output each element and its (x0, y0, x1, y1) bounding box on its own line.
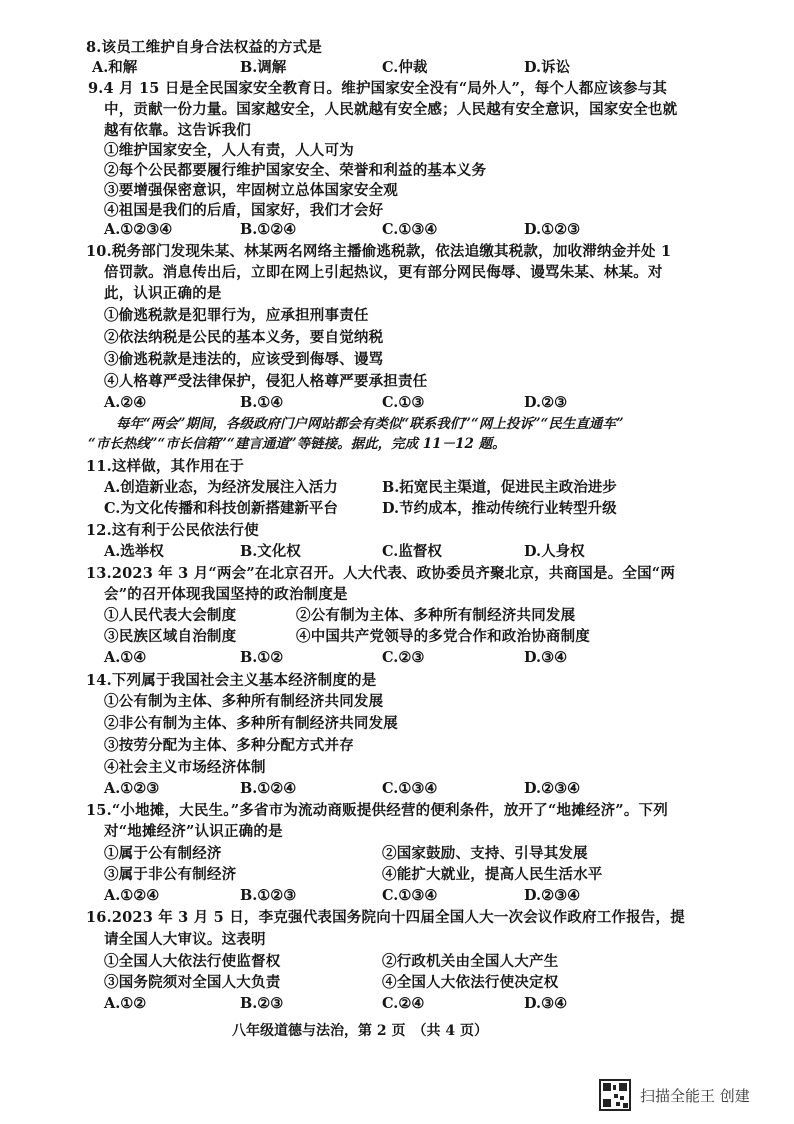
q11-option-d: D.节约成本，推动传统行业转型升级 (382, 500, 617, 517)
q14-statement-4: ④社会主义市场经济体制 (104, 759, 266, 776)
q16-statement-3: ③国务院须对全国人大负责 (104, 974, 281, 991)
q12-option-a: A.选举权 (104, 543, 164, 560)
q9-option-a: A.①②③④ (104, 221, 173, 238)
q9-statement-3: ③要增强保密意识，牢固树立总体国家安全观 (104, 182, 398, 199)
q16-option-b: B.②③ (240, 995, 284, 1012)
q11-option-a: A.创造新业态，为经济发展注入活力 (104, 479, 338, 496)
q9-stem-line1: 9.4 月 15 日是全民国家安全教育日。维护国家安全没有“局外人”，每个人都应该参与其 (88, 80, 668, 97)
page-footer: 八年级道德与法治，第 2 页 （共 4 页） (232, 1023, 488, 1039)
q11-stem: 11.这样做，其作用在于 (86, 458, 245, 475)
q15-option-c: C.①③④ (382, 887, 438, 904)
q12-option-d: D.人身权 (524, 543, 585, 560)
q15-statement-4: ④能扩大就业，提高人民生活水平 (382, 866, 603, 883)
q14-stem: 14.下列属于我国社会主义基本经济制度的是 (86, 672, 377, 689)
q15-option-b: B.①②③ (240, 887, 297, 904)
q10-stem-line1: 10.税务部门发现朱某、林某两名网络主播偷逃税款，依法追缴其税款，加收滞纳金并处 1 (86, 243, 672, 260)
q9-option-c: C.①③④ (382, 221, 438, 238)
q8-option-a: A.和解 (92, 59, 138, 76)
q13-stem-line1: 13.2023 年 3 月“两会”在北京召开。人大代表、政协委员齐聚北京，共商国是。全国“两 (86, 565, 676, 582)
scanner-watermark: 扫描全能王 创建 (640, 1087, 750, 1105)
q10-statement-4: ④人格尊严受法律保护，侵犯人格尊严要承担责任 (104, 373, 428, 390)
q12-stem: 12.这有利于公民依法行使 (86, 522, 259, 539)
q12-option-c: C.监督权 (382, 543, 442, 560)
q9-statement-2: ②每个公民都要履行维护国家安全、荣誉和利益的基本义务 (104, 162, 487, 179)
q8-option-c: C.仲裁 (382, 59, 428, 76)
q13-statement-4: ④中国共产党领导的多党合作和政治协商制度 (296, 628, 590, 645)
q13-statement-1: ①人民代表大会制度 (104, 607, 237, 624)
q9-statement-1: ①维护国家安全，人人有责，人人可为 (104, 142, 354, 159)
q12-option-b: B.文化权 (240, 543, 301, 560)
q14-statement-1: ①公有制为主体、多种所有制经济共同发展 (104, 693, 384, 710)
q14-statement-2: ②非公有制为主体、多种所有制经济共同发展 (104, 715, 398, 732)
q14-option-b: B.①②④ (240, 780, 297, 797)
q8-option-d: D.诉讼 (524, 59, 571, 76)
q16-statement-1: ①全国人大依法行使监督权 (104, 953, 281, 970)
q10-option-c: C.①③ (382, 394, 425, 411)
q9-stem-line3: 越有依靠。这告诉我们 (104, 122, 251, 139)
q13-option-b: B.①② (240, 649, 284, 666)
q16-statement-2: ②行政机关由全国人大产生 (382, 953, 559, 970)
q11-option-c: C.为文化传播和科技创新搭建新平台 (104, 500, 338, 517)
q16-option-d: D.③④ (524, 995, 568, 1012)
q10-option-d: D.②③ (524, 394, 568, 411)
q11-option-b: B.拓宽民主渠道，促进民主政治进步 (382, 479, 617, 496)
q15-stem-line1: 15.“小地摊，大民生。”多省市为流动商贩提供经营的便利条件，放开了“地摊经济”。下列 (86, 802, 668, 819)
q14-option-a: A.①②③ (104, 780, 160, 797)
q14-option-d: D.②③④ (524, 780, 581, 797)
q13-option-d: D.③④ (524, 649, 568, 666)
q14-option-c: C.①③④ (382, 780, 438, 797)
q10-statement-3: ③偷逃税款是违法的，应该受到侮辱、谩骂 (104, 351, 384, 368)
q16-statement-4: ④全国人大依法行使决定权 (382, 974, 559, 991)
intro-line1: 每年“两会”期间，各级政府门户网站都会有类似“联系我们”“网上投诉”“民生直通车” (116, 416, 624, 432)
q15-option-d: D.②③④ (524, 887, 581, 904)
q13-stem-line2: 会”的召开体现我国坚持的政治制度是 (104, 586, 348, 603)
q16-stem-line1: 16.2023 年 3 月 5 日，李克强代表国务院向十四届全国人大一次会议作政府工作报告，提 (86, 909, 685, 926)
q10-option-b: B.①④ (240, 394, 284, 411)
q10-stem-line3: 此，认识正确的是 (104, 285, 222, 302)
q15-statement-3: ③属于非公有制经济 (104, 866, 237, 883)
q9-stem-line2: 中，贡献一份力量。国家越安全，人民就越有安全感；人民越有安全意识，国家安全也就 (104, 101, 678, 118)
q16-stem-line2: 请全国人大审议。这表明 (104, 931, 266, 948)
q10-option-a: A.②④ (104, 394, 147, 411)
q13-statement-3: ③民族区域自治制度 (104, 628, 237, 645)
qr-code-icon (599, 1079, 631, 1111)
q14-statement-3: ③按劳分配为主体、多种分配方式并存 (104, 737, 354, 754)
q13-statement-2: ②公有制为主体、多种所有制经济共同发展 (296, 607, 576, 624)
q9-option-b: B.①②④ (240, 221, 297, 238)
q9-statement-4: ④祖国是我们的后盾，国家好，我们才会好 (104, 202, 384, 219)
q8-option-b: B.调解 (240, 59, 287, 76)
q16-option-c: C.②④ (382, 995, 425, 1012)
q13-option-a: A.①④ (104, 649, 147, 666)
q15-option-a: A.①②④ (104, 887, 160, 904)
q10-statement-2: ②依法纳税是公民的基本义务，要自觉纳税 (104, 329, 384, 346)
intro-line2: “市长热线”“市长信箱”“建言通道”等链接。据此，完成 11－12 题。 (88, 436, 506, 452)
q15-stem-line2: 对“地摊经济”认识正确的是 (104, 823, 283, 840)
q13-option-c: C.②③ (382, 649, 425, 666)
q16-option-a: A.①② (104, 995, 147, 1012)
q15-statement-1: ①属于公有制经济 (104, 845, 222, 862)
q10-statement-1: ①偷逃税款是犯罪行为，应承担刑事责任 (104, 307, 369, 324)
q15-statement-2: ②国家鼓励、支持、引导其发展 (382, 845, 588, 862)
q8-stem: 8.该员工维护自身合法权益的方式是 (86, 39, 323, 56)
q9-option-d: D.①②③ (524, 221, 581, 238)
q10-stem-line2: 倍罚款。消息传出后，立即在网上引起热议，更有部分网民侮辱、谩骂朱某、林某。对 (104, 264, 663, 281)
